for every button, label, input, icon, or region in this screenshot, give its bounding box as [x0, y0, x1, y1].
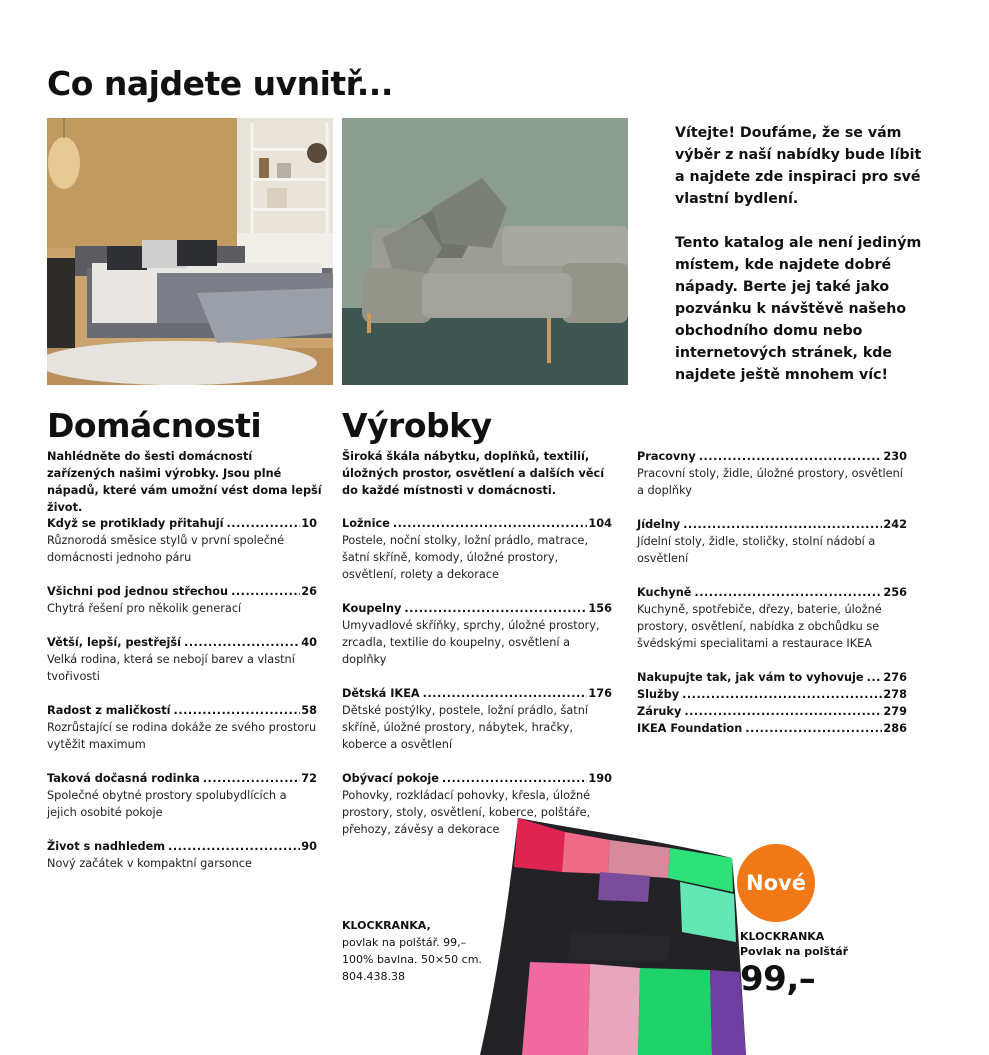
- toc-entry-desc: Dětské postýlky, postele, ložní prádlo, šatní skříně, úložné prostory, nábytek, hračky, koberce a osvětlení: [342, 704, 589, 751]
- toc-entry-page: 286: [883, 722, 907, 735]
- toc-entry-title: Radost z maličkostí: [47, 704, 171, 717]
- product-description: [342, 917, 502, 985]
- toc-entry[interactable]: [342, 600, 612, 668]
- toc-entry-page: 176: [588, 687, 612, 700]
- sofa-photo: [342, 118, 628, 385]
- toc-entry[interactable]: [637, 448, 907, 499]
- toc-entry[interactable]: [637, 686, 907, 703]
- toc-entry-title: Nakupujte tak, jak vám to vyhovuje: [637, 671, 864, 684]
- toc-entry[interactable]: [637, 516, 907, 567]
- section-title-vyrobky: Výrobky: [342, 406, 492, 445]
- toc-entry[interactable]: [637, 720, 907, 737]
- toc-entry-page: 90: [301, 840, 317, 853]
- product-line: povlak na polštář. 99,–: [342, 936, 467, 949]
- toc-entry[interactable]: [637, 703, 907, 720]
- toc-entry-page: 256: [883, 586, 907, 599]
- product-name: KLOCKRANKA,: [342, 919, 431, 932]
- toc-entry-title: IKEA Foundation: [637, 722, 743, 735]
- toc-entry-title: Obývací pokoje: [342, 772, 439, 785]
- toc-entry-page: 190: [588, 772, 612, 785]
- toc-entry[interactable]: [47, 515, 317, 566]
- toc-entry-desc: Kuchyně, spotřebiče, dřezy, baterie, úložné prostory, osvětlení, nabídka z obchůdku se švédskými specialitami a restaurace IKEA: [637, 603, 882, 650]
- toc-entry-desc: Pracovní stoly, židle, úložné prostory, osvětlení a doplňky: [637, 467, 903, 497]
- toc-entry-title: Koupelny: [342, 602, 402, 615]
- toc-entry-title: Když se protiklady přitahují: [47, 517, 224, 530]
- toc-entry-page: 278: [883, 688, 907, 701]
- toc-entry-desc: Různorodá směsice stylů v první společné domácnosti jednoho páru: [47, 534, 285, 564]
- toc-entry-page: 26: [301, 585, 317, 598]
- toc-entry-title: Služby: [637, 688, 680, 701]
- intro-text: [675, 122, 925, 408]
- toc-entry-page: 10: [301, 517, 317, 530]
- toc-entry[interactable]: [47, 770, 317, 821]
- product-article-number: 804.438.38: [342, 970, 405, 983]
- toc-entry-title: Taková dočasná rodinka: [47, 772, 200, 785]
- toc-entry-page: 72: [301, 772, 317, 785]
- toc-entry-desc: Postele, noční stolky, ložní prádlo, matrace, šatní skříně, komody, úložné prostory, osvětlení, rolety a dekorace: [342, 534, 589, 581]
- price-product-name: KLOCKRANKA: [740, 930, 825, 943]
- toc-entry-page: 104: [588, 517, 612, 530]
- intro-paragraph: Tento katalog ale není jediným místem, kde najdete dobré nápady. Berte jej také jako pozvánku k návštěvě našeho obchodního domu nebo internetových stránek, kde najdete ještě mnohem víc!: [675, 235, 922, 383]
- toc-entry-desc: Umyvadlové skříňky, sprchy, úložné prostory, zrcadla, textilie do koupelny, osvětlení a doplňky: [342, 619, 600, 666]
- toc-entry[interactable]: [342, 515, 612, 583]
- toc-vyrobky-continued: [637, 448, 907, 737]
- price-tag: [740, 929, 900, 999]
- toc-entry-title: Kuchyně: [637, 586, 692, 599]
- section-title-domacnosti: Domácnosti: [47, 406, 262, 445]
- new-badge: Nové: [737, 844, 815, 922]
- section-lead-vyrobky: Široká škála nábytku, doplňků, textilií, úložných prostor, osvětlení a dalších věcí do každé místnosti v domácnosti.: [342, 450, 605, 497]
- toc-entry-desc: Společné obytné prostory spolubydlících a jejich osobité pokoje: [47, 789, 287, 819]
- toc-entry[interactable]: [637, 669, 907, 686]
- toc-entry[interactable]: [342, 685, 612, 753]
- toc-entry-title: Všichni pod jednou střechou: [47, 585, 229, 598]
- toc-entry-title: Ložnice: [342, 517, 390, 530]
- pillow-product-image: [470, 812, 760, 1055]
- bedroom-photo: [47, 118, 333, 385]
- price-product-desc: Povlak na polštář: [740, 945, 849, 958]
- toc-vyrobky: [342, 515, 612, 855]
- toc-entry[interactable]: [47, 838, 317, 872]
- toc-entry[interactable]: [47, 634, 317, 685]
- toc-entry-title: Jídelny: [637, 518, 681, 531]
- toc-entry-page: 276: [883, 671, 907, 684]
- toc-entry-title: Dětská IKEA: [342, 687, 420, 700]
- toc-entry-title: Život s nadhledem: [47, 840, 166, 853]
- product-line: 100% bavlna. 50×50 cm.: [342, 953, 482, 966]
- toc-entry-page: 58: [301, 704, 317, 717]
- price-value: 99,–: [740, 959, 816, 999]
- toc-entry-desc: Jídelní stoly, židle, stoličky, stolní nádobí a osvětlení: [637, 535, 876, 565]
- toc-entry-desc: Chytrá řešení pro několik generací: [47, 602, 242, 615]
- toc-entry-title: Větší, lepší, pestřejší: [47, 636, 182, 649]
- toc-entry-desc: Nový začátek v kompaktní garsonce: [47, 857, 252, 870]
- toc-entry-page: 156: [588, 602, 612, 615]
- toc-entry-title: Pracovny: [637, 450, 696, 463]
- toc-entry-desc: Rozrůstající se rodina dokáže ze svého prostoru vytěžit maximum: [47, 721, 317, 751]
- section-lead-domacnosti: Nahlédněte do šesti domácností zařízených našimi výrobky. Jsou plné nápadů, které vám umožní vést doma lepší život.: [47, 450, 322, 514]
- toc-domacnosti: [47, 515, 317, 889]
- toc-entry[interactable]: [637, 584, 907, 652]
- toc-entry-desc: Pohovky, rozkládací pohovky, křesla, úložné prostory, stoly, osvětlení, koberce, polštáře, přehozy, závěsy a dekorace: [342, 789, 591, 836]
- page-title: Co najdete uvnitř...: [47, 64, 393, 103]
- toc-entry[interactable]: [47, 583, 317, 617]
- toc-entry-page: 40: [301, 636, 317, 649]
- toc-entry[interactable]: [47, 702, 317, 753]
- toc-misc-list: [637, 669, 907, 737]
- toc-entry-page: 242: [883, 518, 907, 531]
- toc-entry-page: 279: [883, 705, 907, 718]
- intro-paragraph: Vítejte! Doufáme, že se vám výběr z naší nabídky bude líbit a najdete zde inspiraci pro své vlastní bydlení.: [675, 125, 922, 207]
- toc-entry-page: 230: [883, 450, 907, 463]
- toc-entry-title: Záruky: [637, 705, 682, 718]
- toc-entry-desc: Velká rodina, která se nebojí barev a vlastní tvořivosti: [47, 653, 295, 683]
